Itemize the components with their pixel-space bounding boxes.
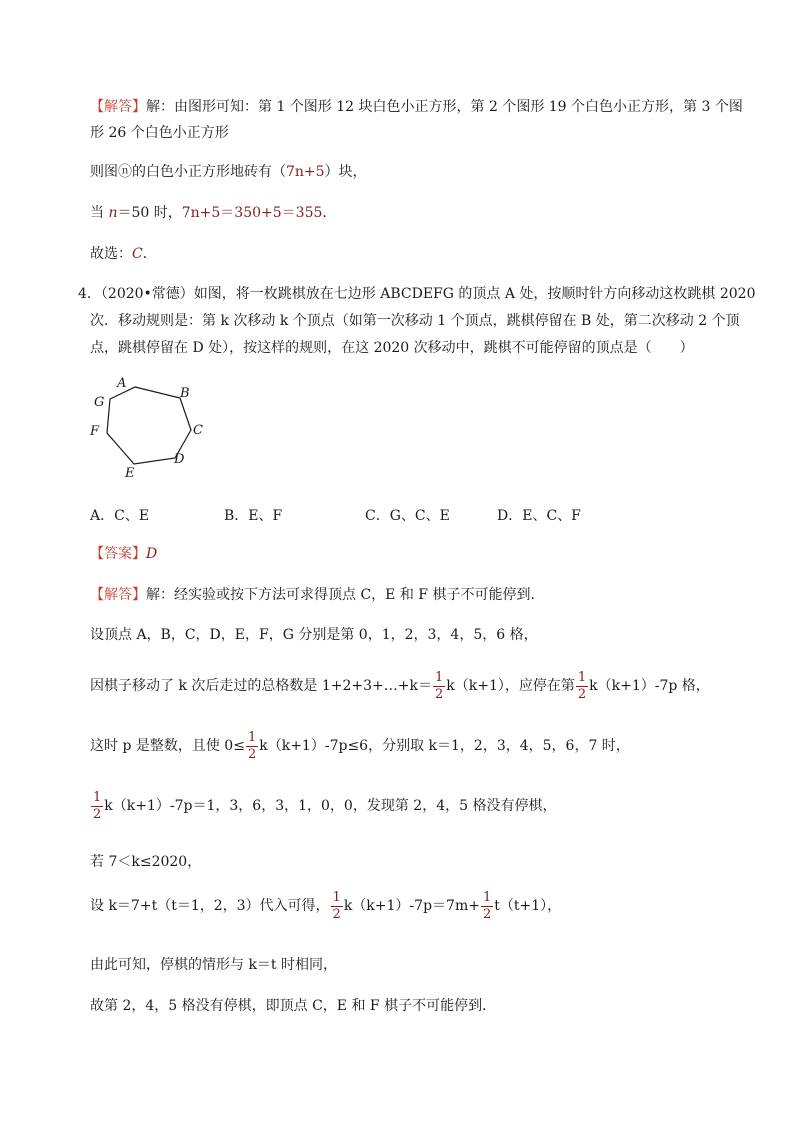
solution-2-line-3 xyxy=(90,668,710,704)
answer-tag: 【答案】 xyxy=(90,546,146,562)
heptagon-figure xyxy=(85,372,215,482)
answer-choice: C xyxy=(132,246,143,262)
vertex-label-b: B xyxy=(180,386,190,401)
text: k（k+1）-7p 格， xyxy=(589,678,710,694)
text: 当 xyxy=(90,205,109,221)
question-text: 点，跳棋停留在 D 处），按这样的规则，在这 2020 次移动中，跳棋不可能停留的顶点是（ ） xyxy=(90,340,694,356)
option-b: B．E、F xyxy=(224,508,283,524)
vertex-label-c: C xyxy=(193,423,203,438)
solution-2-line-7 xyxy=(90,888,561,924)
formula: 7n+5＝350+5＝355 xyxy=(181,205,323,221)
text: ＝50 时， xyxy=(117,205,182,221)
answer-line xyxy=(90,544,157,564)
variable: n xyxy=(108,205,118,221)
solution-2-line-4 xyxy=(90,728,630,764)
solution-2-line-5 xyxy=(90,788,556,824)
formula: 7n+5 xyxy=(286,164,325,180)
fraction: $\frac{1}{2}$ xyxy=(332,889,341,922)
vertex-label-g: G xyxy=(94,395,105,410)
text: k（k+1）-7p≤6，分别取 k＝1，2，3，4，5，6，7 时， xyxy=(259,738,630,754)
text: 因棋子移动了 k 次后走过的总格数是 1+2+3+…+k＝ xyxy=(90,678,432,694)
vertex-label-a: A xyxy=(117,376,127,391)
solution-text: 形 26 个白色小正方形 xyxy=(90,125,229,141)
vertex-label-d: D xyxy=(174,452,185,467)
text: ）块， xyxy=(324,164,367,180)
question-4-line-2 xyxy=(90,311,740,331)
fraction: $\frac{1}{2}$ xyxy=(247,729,257,762)
fraction: $\frac{1}{2}$ xyxy=(93,789,102,822)
question-text: 4．（2020•常德）如图，将一枚跳棋放在七边形 ABCDEFG 的顶点 A 处，按顺时针方向移动这枚跳棋 2020 xyxy=(78,286,756,302)
text: ． xyxy=(142,246,157,262)
solution-text: 解：由图形可知：第 1 个图形 12 块白色小正方形，第 2 个图形 19 个白色小正方形，第 3 个图 xyxy=(146,99,743,115)
text: 这时 p 是整数，且使 0≤ xyxy=(90,738,245,754)
question-4-line-3 xyxy=(90,338,694,358)
solution-2-line-1 xyxy=(90,585,544,605)
text: 故选： xyxy=(90,246,132,262)
solution-2-line-9 xyxy=(90,996,496,1016)
text: t（t+1）， xyxy=(494,898,562,914)
solution-tag: 【解答】 xyxy=(90,587,146,603)
text: ． xyxy=(322,205,337,221)
text: k（k+1），应停在第 xyxy=(446,678,575,694)
text: 故第 2，4，5 格没有停棋，即顶点 C，E 和 F 棋子不可能停到． xyxy=(90,998,497,1014)
text: 则图ⓝ的白色小正方形地砖有（ xyxy=(90,164,286,180)
text: k（k+1）-7p＝1，3，6，3，1，0，0，发现第 2，4，5 格没有停棋， xyxy=(104,798,557,814)
solution-1-line-5 xyxy=(90,244,157,264)
solution-1-line-2 xyxy=(90,123,229,143)
solution-text: 解：经实验或按下方法可求得顶点 C，E 和 F 棋子不可能停到． xyxy=(146,587,545,603)
solution-tag: 【解答】 xyxy=(90,99,146,115)
option-d: D．E、C、F xyxy=(497,508,581,524)
fraction: $\frac{1}{2}$ xyxy=(434,669,444,702)
solution-text: 设顶点 A，B，C，D，E，F，G 分别是第 0，1，2，3，4，5，6 格， xyxy=(90,627,538,643)
answer-value: D xyxy=(146,546,158,562)
text: k（k+1）-7p＝7m+ xyxy=(343,898,480,914)
solution-2-line-6 xyxy=(90,852,201,872)
solution-2-line-8 xyxy=(90,955,337,975)
vertex-label-f: F xyxy=(90,424,100,439)
question-4-line-1 xyxy=(78,284,756,304)
fraction: $\frac{1}{2}$ xyxy=(482,889,492,922)
text: 由此可知，停棋的情形与 k＝t 时相同， xyxy=(90,957,338,973)
option-c: C．G、C、E xyxy=(365,508,450,524)
solution-2-line-2 xyxy=(90,625,538,645)
solution-1-line-3 xyxy=(90,162,367,182)
option-a: A．C、E xyxy=(90,508,150,524)
text: 设 k＝7+t（t＝1，2，3）代入可得， xyxy=(90,898,330,914)
question-text: 次．移动规则是：第 k 次移动 k 个顶点（如第一次移动 1 个顶点，跳棋停留在 B 处，第二次移动 2 个顶 xyxy=(90,313,740,329)
fraction: $\frac{1}{2}$ xyxy=(577,669,587,702)
solution-1-line-1 xyxy=(90,97,743,117)
solution-1-line-4 xyxy=(90,203,336,223)
vertex-label-e: E xyxy=(125,466,135,481)
text: 若 7＜k≤2020， xyxy=(90,854,202,870)
